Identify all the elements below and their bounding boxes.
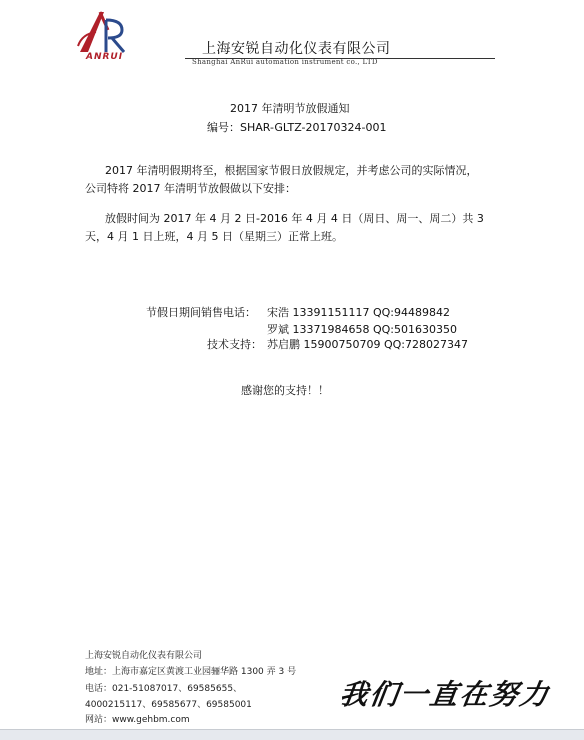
logo-text: ANRUI (86, 52, 124, 62)
sales-contact-2: 罗斌 13371984658 QQ:501630350 (267, 323, 457, 336)
footer-phone-line2: 4000215117、69585677、69585001 (85, 700, 252, 710)
company-name-cn: 上海安锐自动化仪表有限公司 (202, 41, 391, 57)
sales-phone-label: 节假日期间销售电话： (146, 306, 256, 319)
notice-number: 编号：SHAR-GLTZ-20170324-001 (207, 121, 387, 134)
slogan-calligraphy: 我们一直在努力 (337, 678, 553, 711)
tech-support-label: 技术支持： (207, 338, 262, 351)
para1-line1: 2017 年清明假期将至，根据国家节假日放假规定，并考虑公司的实际情况， (105, 164, 478, 177)
para1-line2: 公司特将 2017 年清明节放假做以下安排： (85, 182, 296, 195)
sales-contact-1: 宋浩 13391151117 QQ:94489842 (267, 306, 450, 319)
footer-address: 地址：上海市嘉定区黄渡工业园骊华路 1300 弄 3 号 (85, 667, 297, 677)
window-bottom-strip (0, 729, 584, 740)
para2-line2: 天，4 月 1 日上班，4 月 5 日（星期三）正常上班。 (85, 230, 343, 243)
thanks-text: 感谢您的支持！！ (241, 384, 329, 397)
footer-website: 网站：www.gehbm.com (85, 715, 190, 725)
footer-phone-line1: 电话：021-51087017、69585655、 (85, 684, 243, 694)
para2-line1: 放假时间为 2017 年 4 月 2 日-2016 年 4 月 4 日（周日、周一、周二）共 3 (105, 212, 484, 225)
notice-title: 2017 年清明节放假通知 (230, 102, 350, 115)
company-name-en: Shanghai AnRui automation instrument co., LTD (192, 58, 378, 66)
anrui-logo-icon (74, 8, 136, 54)
footer-company: 上海安锐自动化仪表有限公司 (85, 651, 203, 661)
tech-support-contact: 苏启鹏 15900750709 QQ:728027347 (267, 338, 468, 351)
